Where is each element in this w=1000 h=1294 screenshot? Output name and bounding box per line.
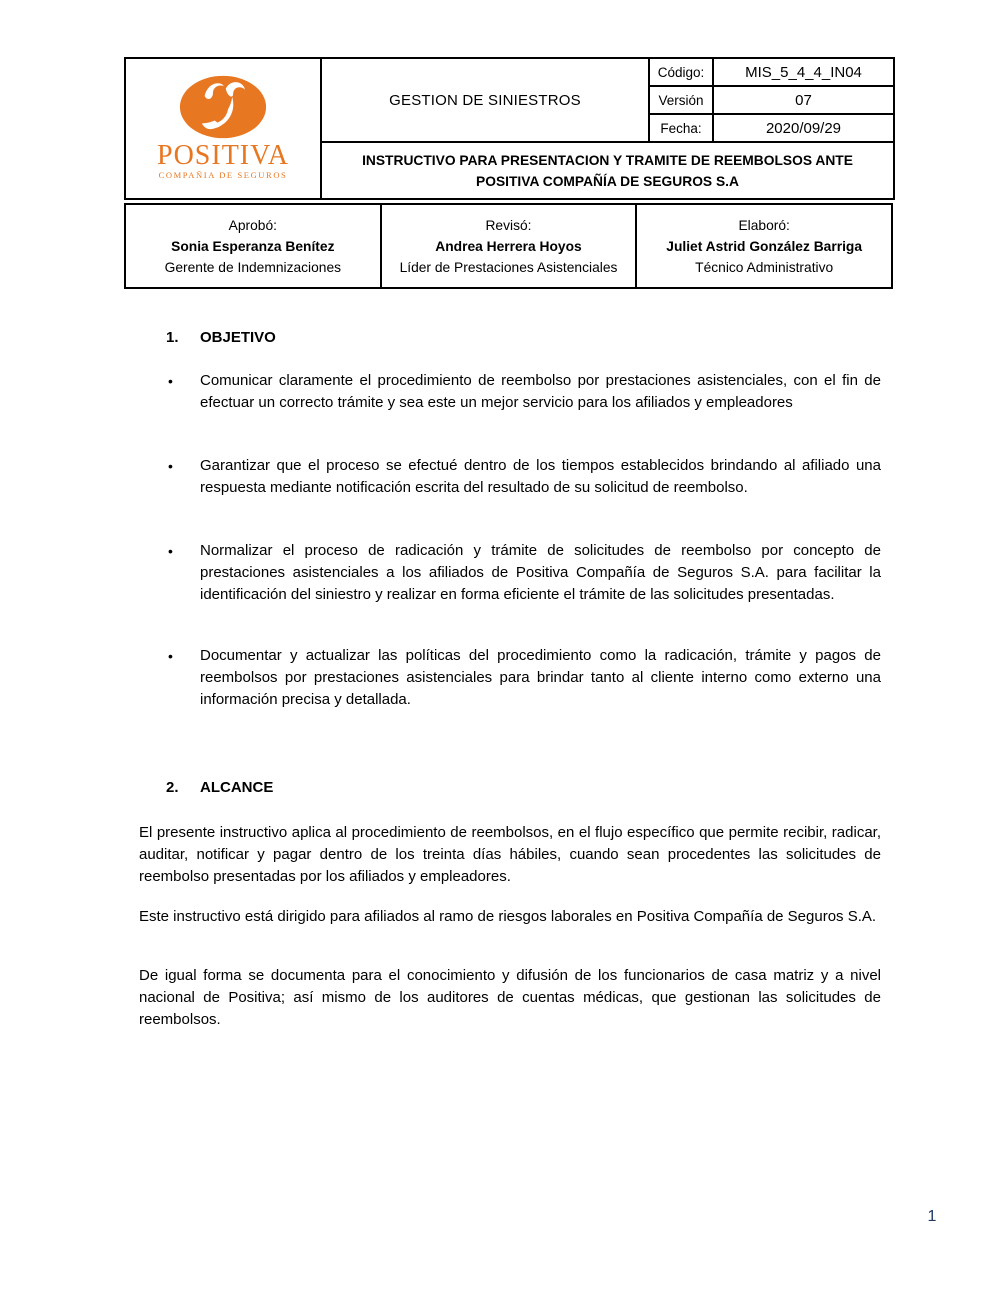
positiva-logo: [157, 68, 289, 189]
bullet-icon: •: [168, 648, 173, 664]
codigo-value: MIS_5_4_4_IN04: [713, 58, 894, 86]
codigo-label: Código:: [649, 58, 713, 86]
section-number: 1.: [166, 329, 179, 346]
section-title: ALCANCE: [200, 779, 274, 796]
document-title: INSTRUCTIVO PARA PRESENTACION Y TRAMITE DE REEMBOLSOS ANTE POSITIVA COMPAÑÍA DE SEGUROS S.A: [321, 142, 894, 199]
section-title: OBJETIVO: [200, 329, 276, 346]
version-label: Versión: [649, 86, 713, 114]
alcance-paragraph-1: El presente instructivo aplica al procedimiento de reembolsos, en el flujo específico que permite recibir, radicar, auditar, notificar y pagar dentro de los treinta días hábiles, cuando sean procedentes las solicitudes de reembolso presentadas por los afiliados y empleadores.: [139, 824, 881, 885]
bullet-text: Comunicar claramente el procedimiento de reembolso por prestaciones asistenciales, con el fin de efectuar un correcto trámite y sea este un mejor servicio para los afiliados y empleadores: [200, 372, 881, 411]
signature-title: Técnico Administrativo: [695, 259, 834, 275]
brand-tagline: COMPAÑIA DE SEGUROS: [158, 170, 288, 180]
bullet-icon: •: [168, 543, 173, 559]
bullet-text: Documentar y actualizar las políticas del procedimiento como la radicación, trámite y pagos de reembolsos por prestaciones asistenciales para brindar tanto al cliente interno como externo una información precisa y detallada.: [200, 647, 881, 708]
signature-role: Elaboró:: [738, 217, 790, 233]
version-value: 07: [713, 86, 894, 114]
header-table: [124, 57, 895, 200]
alcance-paragraph-3: De igual forma se documenta para el conocimiento y difusión de los funcionarios de casa matriz y a nivel nacional de Positiva; así mismo de los auditores de cuentas médicas, que gestionan las solicitudes de reembolsos.: [139, 967, 881, 1028]
section-number: 2.: [166, 779, 179, 796]
bullet-text: Garantizar que el proceso se efectué dentro de los tiempos establecidos brindando al afiliado una respuesta mediante notificación escrita del resultado de su solicitud de reembolso.: [200, 457, 881, 496]
signature-name: Andrea Herrera Hoyos: [435, 238, 582, 254]
signature-table: [124, 203, 893, 289]
signature-role: Aprobó:: [228, 217, 277, 233]
alcance-paragraph-2: Este instructivo está dirigido para afiliados al ramo de riesgos laborales en Positiva Compañía de Seguros S.A.: [139, 908, 877, 925]
signature-cell-aprobo: [125, 204, 381, 288]
signature-role: Revisó:: [485, 217, 532, 233]
objetivo-bullet-4: [168, 645, 881, 711]
logo-cell: [125, 58, 321, 199]
signature-title: Líder de Prestaciones Asistenciales: [399, 259, 618, 275]
fecha-label: Fecha:: [649, 114, 713, 142]
bullet-text: Normalizar el proceso de radicación y trámite de solicitudes de reembolso por concepto de prestaciones asistenciales a los afiliados de Positiva Compañía de Seguros S.A. para facilitar la identificación del siniestro y realizar en forma eficiente el trámite de las solicitudes presentadas.: [200, 542, 881, 603]
document-header: [124, 57, 893, 289]
page-number: 1: [927, 1208, 937, 1225]
objetivo-bullet-1: [168, 370, 881, 414]
bullet-icon: •: [168, 458, 173, 474]
signature-name: Juliet Astrid González Barriga: [666, 238, 863, 254]
positiva-swirl-icon: [177, 74, 269, 140]
objetivo-bullet-2: [168, 455, 881, 499]
signature-name: Sonia Esperanza Benítez: [171, 238, 335, 254]
signature-cell-reviso: [381, 204, 637, 288]
objetivo-bullet-3: [168, 540, 881, 606]
section-heading-objetivo: [166, 329, 276, 347]
bullet-icon: •: [168, 373, 173, 389]
signature-title: Gerente de Indemnizaciones: [164, 259, 342, 275]
fecha-value: 2020/09/29: [713, 114, 894, 142]
process-title: GESTION DE SINIESTROS: [321, 58, 649, 142]
section-heading-alcance: [166, 779, 273, 797]
brand-wordmark: POSITIVA: [157, 140, 289, 171]
signature-cell-elaboro: [636, 204, 892, 288]
